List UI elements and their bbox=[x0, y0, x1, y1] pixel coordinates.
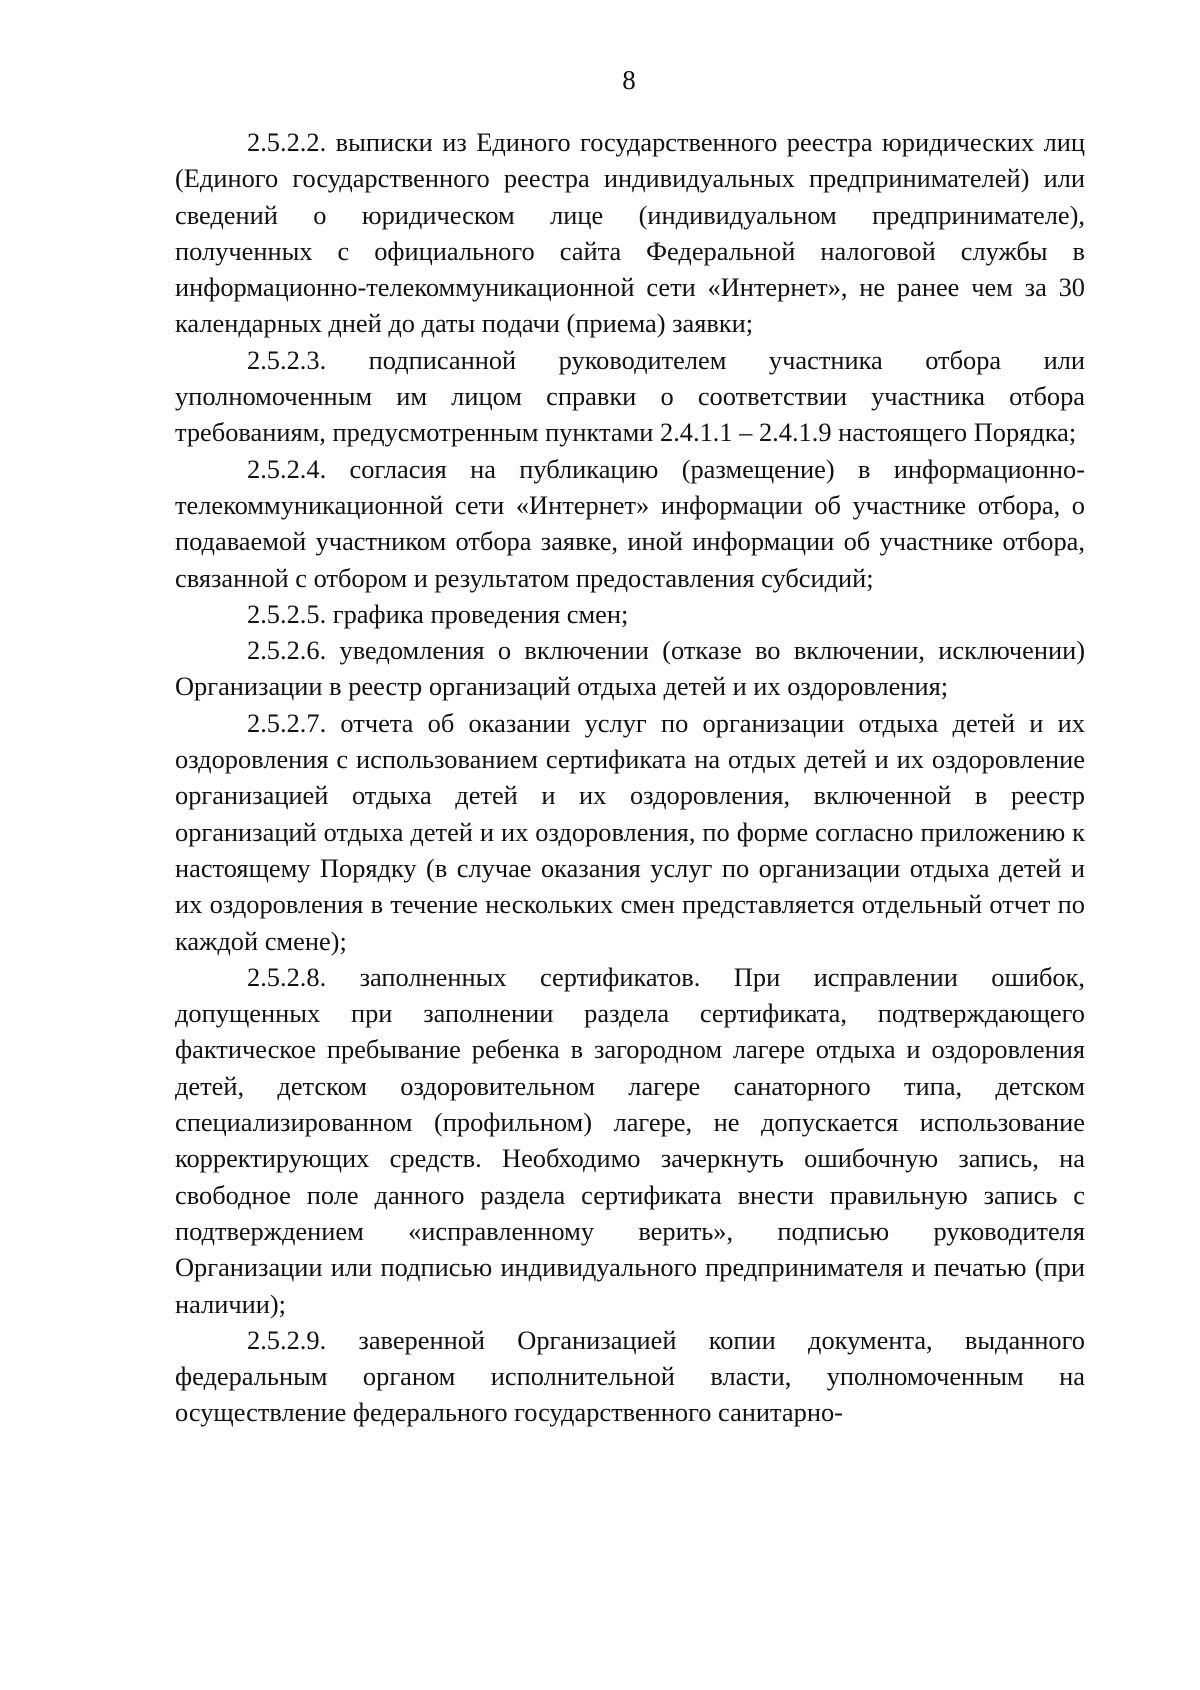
paragraph-2-5-2-7: 2.5.2.7. отчета об оказании услуг по организации отдыха детей и их оздоровления с использованием сертификата на отдых детей и их оздоровление организацией отдыха детей и их оздоровления, включенной в реестр организаций отдыха детей и их оздоровления, по форме согласно приложению к настоящему Порядку (в случае оказания услуг по организации отдыха детей и их оздоровления в течение нескольких смен представляется отдельный отчет по каждой смене); bbox=[175, 707, 1085, 956]
document-body bbox=[175, 124, 1085, 1431]
paragraph-2-5-2-6: 2.5.2.6. уведомления о включении (отказе во включении, исключении) Организации в реестр организаций отдыха детей и их оздоровления; bbox=[175, 635, 1085, 702]
paragraph-2-5-2-4: 2.5.2.4. согласия на публикацию (размещение) в информационно-телекоммуникационной сети «Интернет» информации об участнике отбора, о подаваемой участником отбора заявке, иной информации об участнике отбора, связанной с отбором и результатом предоставления субсидий; bbox=[175, 453, 1085, 593]
paragraph-2-5-2-8: 2.5.2.8. заполненных сертификатов. При исправлении ошибок, допущенных при заполнении раздела сертификата, подтверждающего фактическое пребывание ребенка в загородном лагере отдыха и оздоровления детей, детском оздоровительном лагере санаторного типа, детском специализированном (профильном) лагере, не допускается использование корректирующих средств. Необходимо зачеркнуть ошибочную запись, на свободное поле данного раздела сертификата внести правильную запись с подтверждением «исправленному верить», подписью руководителя Организации или подписью индивидуального предпринимателя и печатью (при наличии); bbox=[175, 961, 1085, 1319]
paragraph-2-5-2-5: 2.5.2.5. графика проведения смен; bbox=[247, 598, 629, 629]
paragraph-2-5-2-9: 2.5.2.9. заверенной Организацией копии документа, выданного федеральным органом исполнительной власти, уполномоченным на осуществление федерального государственного санитарно- bbox=[175, 1324, 1085, 1428]
paragraph-2-5-2-2: 2.5.2.2. выписки из Единого государственного реестра юридических лиц (Единого государственного реестра индивидуальных предпринимателей) или сведений о юридическом лице (индивидуальном предпринимателе), полученных с официального сайта Федеральной налоговой службы в информационно-телекоммуникационной сети «Интернет», не ранее чем за 30 календарных дней до даты подачи (приема) заявки; bbox=[175, 127, 1085, 339]
paragraph-2-5-2-3: 2.5.2.3. подписанной руководителем участника отбора или уполномоченным им лицом справки о соответствии участника отбора требованиям, предусмотренным пунктами 2.4.1.1 – 2.4.1.9 настоящего Порядка; bbox=[175, 344, 1085, 448]
page-number: 8 bbox=[622, 65, 636, 95]
